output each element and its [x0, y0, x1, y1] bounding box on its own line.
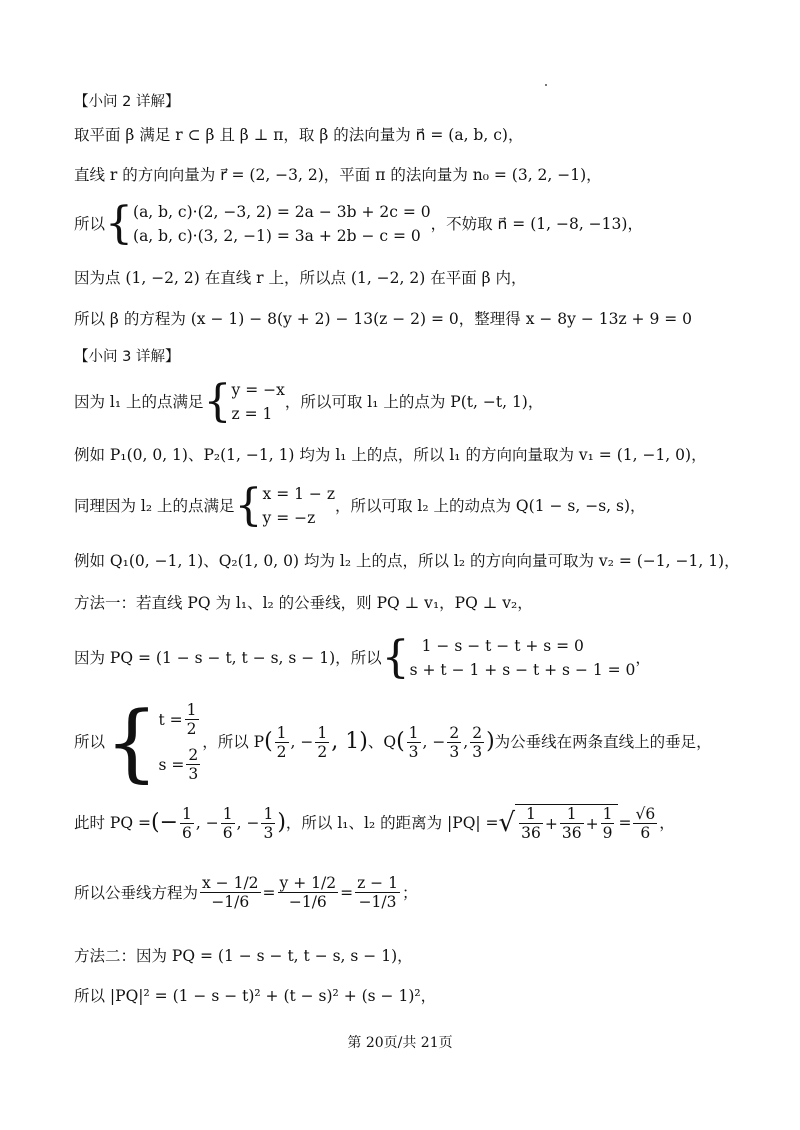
- text-segment: , −: [422, 733, 446, 751]
- fraction-numerator: 1: [408, 723, 419, 742]
- equation-system: [410, 634, 636, 682]
- equation-system-line: [74, 634, 651, 682]
- left-brace: {: [234, 480, 263, 531]
- text-segment: 所以: [74, 215, 106, 233]
- fraction-denominator: 36: [561, 824, 582, 842]
- fraction-numerator: 1: [560, 805, 584, 824]
- equation: y = −z: [262, 509, 316, 527]
- text-segment: ，所以 l₁、l₂ 的距离为 |PQ| =: [285, 814, 499, 832]
- fraction-denominator: 3: [449, 742, 460, 761]
- fraction-denominator: 6: [640, 823, 651, 842]
- text-segment: ，: [635, 649, 651, 667]
- fraction-numerator: 1: [317, 723, 328, 742]
- text-segment: 所以: [74, 733, 106, 751]
- fraction-denominator: 3: [408, 742, 419, 761]
- text-segment: t =: [158, 710, 183, 729]
- equation-system: [133, 200, 431, 248]
- fraction: [519, 805, 543, 842]
- text-segment: 同理因为 l₂ 上的点满足: [74, 497, 235, 515]
- fraction-numerator: 1: [263, 804, 274, 823]
- fraction-denominator: 6: [222, 823, 233, 842]
- fraction-denominator: 2: [276, 742, 287, 761]
- fraction: [407, 724, 421, 761]
- paren: (: [396, 729, 405, 754]
- equation-system-line: [74, 378, 543, 426]
- equation: z = 1: [231, 405, 273, 423]
- fraction-numerator: 1: [222, 804, 233, 823]
- text-line: 取平面 β 满足 r ⊂ β 且 β ⊥ π，取 β 的法向量为 n⃗ = (a, b, c)，: [74, 126, 524, 144]
- solution-s: [158, 746, 202, 783]
- fraction-numerator: 1: [276, 723, 287, 742]
- page-footer: 第 20页/共 21页: [347, 1035, 453, 1051]
- fraction-denominator: 6: [182, 823, 192, 842]
- fraction-numerator: z − 1: [357, 874, 398, 892]
- equation: s + t − 1 + s − t + s − 1 = 0: [409, 661, 636, 679]
- left-brace: {: [203, 376, 232, 427]
- fraction: [200, 874, 261, 911]
- fraction: [315, 724, 329, 761]
- text-segment: =: [340, 883, 354, 902]
- fraction-numerator: 1: [602, 805, 613, 823]
- paren: (−: [150, 810, 179, 835]
- fraction-denominator: 3: [472, 742, 483, 761]
- equation-system-line: [74, 482, 646, 530]
- text-line: 所以 β 的方程为 (x − 1) − 8(y + 2) − 13(z − 2) = 0，整理得 x − 8y − 13z + 9 = 0: [74, 310, 693, 328]
- distance-line: [74, 804, 675, 842]
- equation-system: [263, 482, 335, 530]
- fraction-numerator: 2: [188, 746, 199, 764]
- equation-system-line: [74, 200, 643, 248]
- text-segment: ，所以 P: [202, 733, 265, 751]
- text-line: 方法二：因为 PQ = (1 − s − t, t − s, s − 1)，: [74, 947, 413, 965]
- equation: y = −x: [231, 381, 285, 399]
- text-segment: , −: [195, 814, 219, 832]
- text-segment: 所以公垂线方程为: [74, 883, 199, 902]
- fraction: [470, 724, 484, 761]
- text-segment: ；: [401, 883, 418, 902]
- text-segment: 因为 PQ = (1 − s − t, t − s, s − 1)，所以: [74, 649, 382, 667]
- left-brace: {: [105, 198, 134, 249]
- fraction-denominator: −1/6: [211, 893, 250, 911]
- fraction: [560, 805, 584, 842]
- line-equation-line: [74, 874, 417, 911]
- text-line: 因为点 (1, −2, 2) 在直线 r 上，所以点 (1, −2, 2) 在平面 β 内，: [74, 269, 527, 287]
- text-segment: s =: [158, 755, 185, 774]
- solution-t: [158, 701, 202, 738]
- text-segment: ，所以可取 l₁ 上的点为 P(t, −t, 1)，: [284, 393, 544, 411]
- equation: (a, b, c)·(2, −3, 2) = 2a − 3b + 2c = 0: [133, 203, 431, 221]
- text-segment: 、Q: [367, 733, 397, 751]
- heading-part-3: 【小问 3 详解】: [74, 349, 180, 365]
- fraction-numerator: 1: [186, 701, 197, 719]
- scan-speck: [545, 84, 547, 86]
- text-segment: 因为 l₁ 上的点满足: [74, 393, 204, 411]
- text-segment: 为公垂线在两条直线上的垂足，: [494, 733, 712, 751]
- fraction: [601, 805, 615, 842]
- text-line: 例如 P₁(0, 0, 1)、P₂(1, −1, 1) 均为 l₁ 上的点，所以 l₁ 的方向向量取为 v₁ = (1, −1, 0)，: [74, 446, 707, 464]
- fraction-denominator: −1/3: [358, 893, 397, 911]
- paren: (: [264, 729, 273, 754]
- fraction: [447, 724, 461, 761]
- left-brace: {: [381, 632, 410, 683]
- fraction-numerator: y + 1/2: [279, 874, 337, 892]
- text-segment: ，: [659, 814, 675, 832]
- text-line: 所以 |PQ|² = (1 − s − t)² + (t − s)² + (s − 1)²，: [74, 987, 437, 1005]
- sqrt-sign: √: [498, 808, 516, 838]
- text-segment: =: [618, 814, 632, 832]
- text-segment: , −: [236, 814, 260, 832]
- fraction-denominator: 9: [602, 824, 613, 842]
- equation: (a, b, c)·(3, 2, −1) = 3a + 2b − c = 0: [133, 227, 421, 245]
- fraction: [355, 874, 400, 911]
- fraction: [180, 805, 194, 842]
- text-segment: +: [585, 814, 599, 833]
- fraction: [278, 874, 339, 911]
- fraction: [186, 746, 200, 783]
- fraction: [185, 701, 199, 738]
- text-line: 方法一：若直线 PQ 为 l₁、l₂ 的公垂线，则 PQ ⊥ v₁，PQ ⊥ v₂，: [74, 594, 533, 612]
- fraction-numerator: √6: [635, 804, 656, 823]
- heading-part-2: 【小问 2 详解】: [74, 94, 180, 110]
- paren: ): [277, 810, 286, 835]
- fraction-denominator: 3: [188, 765, 199, 783]
- text-segment: ,: [463, 733, 469, 751]
- fraction: [633, 805, 657, 842]
- paren: , 1): [331, 729, 368, 754]
- text-segment: +: [544, 814, 558, 833]
- equation-system: [158, 701, 202, 783]
- text-segment: =: [262, 883, 276, 902]
- fraction-denominator: −1/6: [288, 893, 327, 911]
- paren: ): [486, 729, 495, 754]
- text-segment: , −: [290, 733, 314, 751]
- equation-system: [232, 378, 285, 426]
- fraction-numerator: x − 1/2: [202, 874, 259, 892]
- fraction-denominator: 2: [317, 742, 328, 761]
- fraction: [261, 805, 275, 842]
- text-segment: ，不妨取 n⃗ = (1, −8, −13)，: [430, 215, 643, 233]
- fraction: [275, 724, 289, 761]
- solution-line: [74, 693, 712, 791]
- fraction: [221, 805, 235, 842]
- fraction-numerator: 1: [519, 805, 543, 824]
- text-line: 直线 r 的方向向量为 r⃗ = (2, −3, 2)，平面 π 的法向量为 n₀ = (3, 2, −1)，: [74, 166, 602, 184]
- fraction-numerator: 1: [182, 804, 192, 823]
- fraction-denominator: 2: [186, 720, 197, 738]
- text-segment: 此时 PQ =: [74, 814, 151, 832]
- text-line: 例如 Q₁(0, −1, 1)、Q₂(1, 0, 0) 均为 l₂ 上的点，所以 l₂ 的方向向量可取为 v₂ = (−1, −1, 1)，: [74, 552, 740, 570]
- fraction-denominator: 36: [521, 824, 541, 842]
- fraction-denominator: 3: [263, 823, 274, 842]
- left-brace: {: [105, 693, 159, 791]
- equation: x = 1 − z: [262, 485, 335, 503]
- fraction-numerator: 2: [472, 723, 483, 742]
- sqrt-radicand: [515, 804, 618, 842]
- fraction-numerator: 2: [449, 723, 460, 742]
- equation: 1 − s − t − t + s = 0: [421, 637, 584, 655]
- text-segment: ，所以可取 l₂ 上的动点为 Q(1 − s, −s, s)，: [334, 497, 646, 515]
